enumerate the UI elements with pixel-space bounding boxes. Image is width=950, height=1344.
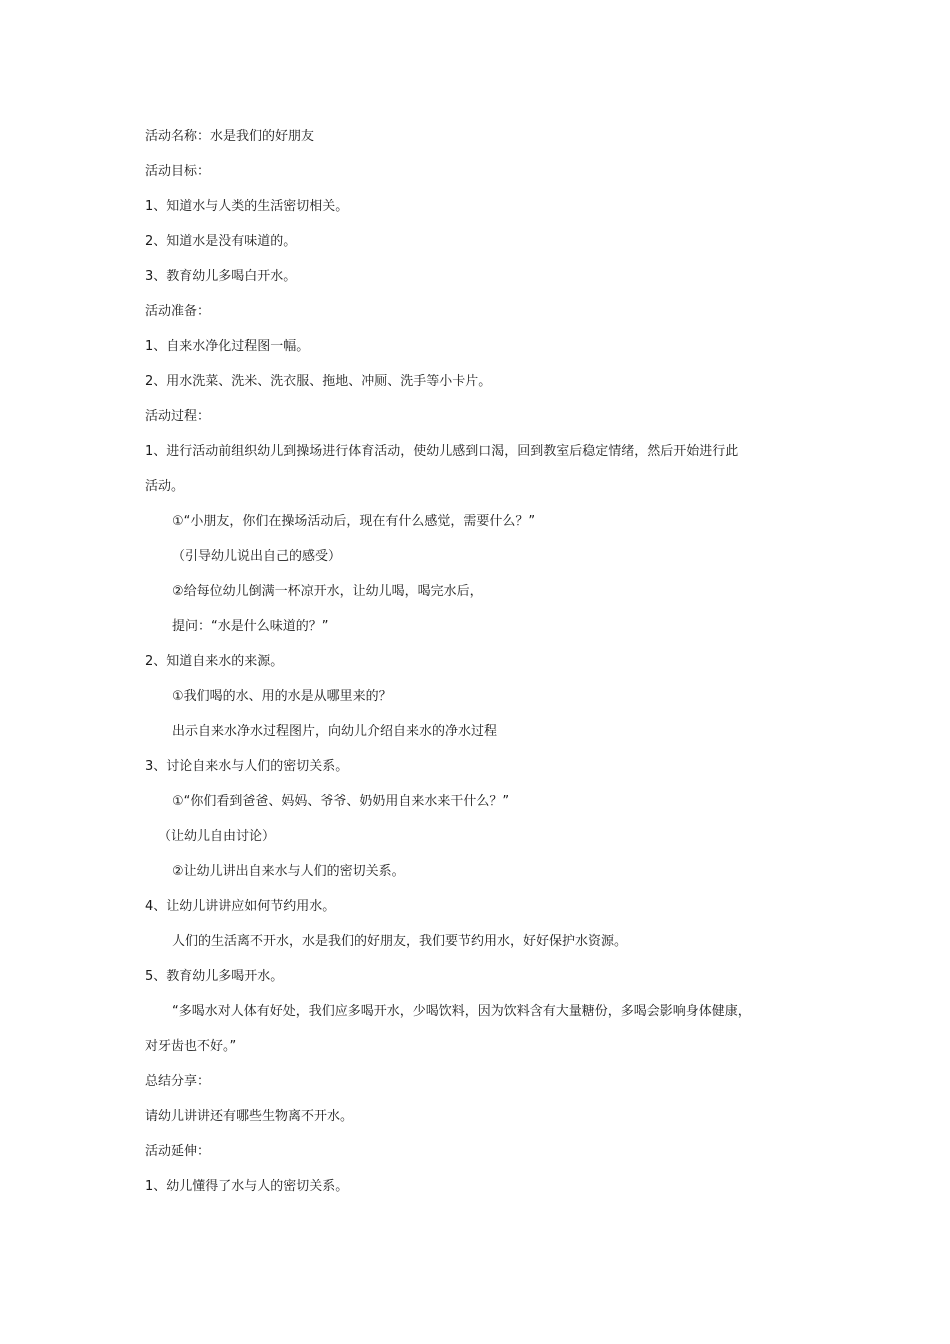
process-step-3-sub-1: ①“你们看到爸爸、妈妈、爷爷、奶奶用自来水来干什么？”	[172, 794, 510, 809]
summary-heading: 总结分享：	[145, 1074, 211, 1089]
process-step-3-sub-2: ②让幼儿讲出自来水与人们的密切关系。	[172, 864, 405, 879]
process-step-2-desc: 出示自来水净水过程图片，向幼儿介绍自来水的净水过程	[172, 724, 498, 739]
process-step-1-sub-2: ②给每位幼儿倒满一杯凉开水，让幼儿喝，喝完水后，	[172, 584, 483, 599]
process-step-4-desc: 人们的生活离不开水，水是我们的好朋友，我们要节约用水，好好保护水资源。	[172, 934, 628, 949]
process-step-3: 3、讨论自来水与人们的密切关系。	[145, 759, 349, 774]
process-step-2-sub-1: ①我们喝的水、用的水是从哪里来的？	[172, 689, 392, 704]
process-step-1-note: （引导幼儿说出自己的感受）	[172, 549, 342, 564]
process-step-1-sub-1: ①“小朋友，你们在操场活动后，现在有什么感觉，需要什么？”	[172, 514, 536, 529]
goal-item-3: 3、教育幼儿多喝白开水。	[145, 269, 297, 284]
process-step-1-cont: 活动。	[145, 479, 185, 494]
process-step-4: 4、让幼儿讲讲应如何节约用水。	[145, 899, 336, 914]
goals-heading: 活动目标：	[145, 164, 211, 179]
process-step-5-quote: “多喝水对人体有好处，我们应多喝开水，少喝饮料，因为饮料含有大量糖份，多喝会影响身体健康，	[172, 1004, 751, 1019]
extension-item-1: 1、幼儿懂得了水与人的密切关系。	[145, 1179, 349, 1194]
process-step-3-note: （让幼儿自由讨论）	[158, 829, 276, 844]
preparation-item-2: 2、用水洗菜、洗米、洗衣服、拖地、冲厕、洗手等小卡片。	[145, 374, 492, 389]
process-step-1-question: 提问：“水是什么味道的？”	[172, 619, 329, 634]
activity-name: 活动名称：水是我们的好朋友	[145, 129, 315, 144]
process-step-5: 5、教育幼儿多喝开水。	[145, 969, 284, 984]
process-heading: 活动过程：	[145, 409, 211, 424]
goal-item-2: 2、知道水是没有味道的。	[145, 234, 297, 249]
preparation-item-1: 1、自来水净化过程图一幅。	[145, 339, 310, 354]
process-step-5-quote-cont: 对牙齿也不好。”	[145, 1039, 237, 1054]
preparation-heading: 活动准备：	[145, 304, 211, 319]
extension-heading: 活动延伸：	[145, 1144, 211, 1159]
process-step-2: 2、知道自来水的来源。	[145, 654, 284, 669]
summary-text: 请幼儿讲讲还有哪些生物离不开水。	[145, 1109, 354, 1124]
process-step-1: 1、进行活动前组织幼儿到操场进行体育活动，使幼儿感到口渴，回到教室后稳定情绪，然后开始进行此	[145, 444, 739, 459]
goal-item-1: 1、知道水与人类的生活密切相关。	[145, 199, 349, 214]
